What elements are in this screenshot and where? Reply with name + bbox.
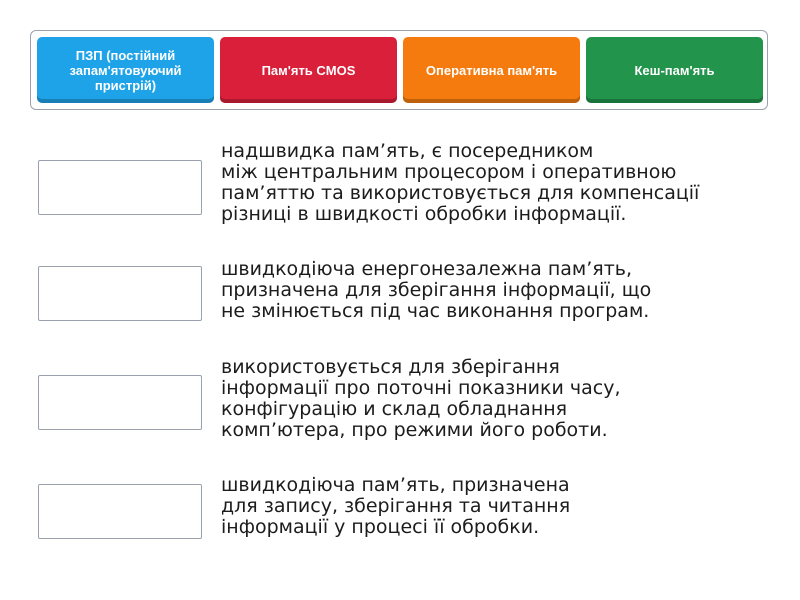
answer-tile-label: ПЗП (постійний запам'ятовуючий пристрій) bbox=[69, 47, 182, 93]
answer-tile-cmos[interactable] bbox=[220, 37, 397, 103]
description-2: швидкодіюча енергонезалежна пам’ять, призначена для зберігання інформації, що не змінюється під час виконання програм. bbox=[221, 258, 652, 322]
drop-target-2[interactable] bbox=[38, 266, 202, 321]
description-4: швидкодіюча пам’ять, призначена для запису, зберігання та читання інформації у процесі її обробки. bbox=[221, 474, 571, 538]
description-1: надшвидка пам’ять, є посередником між центральним процесором і оперативною пам’яттю та використовується для компенсації різниці в швидкості обробки інформації. bbox=[221, 140, 700, 225]
answer-tile-ram[interactable] bbox=[403, 37, 580, 103]
answer-tile-rom[interactable] bbox=[37, 37, 214, 103]
answer-tile-cache[interactable] bbox=[586, 37, 763, 103]
drop-target-3[interactable] bbox=[38, 375, 202, 430]
drop-target-1[interactable] bbox=[38, 160, 202, 215]
answer-tile-label: Пам'ять CMOS bbox=[261, 62, 356, 78]
drop-target-4[interactable] bbox=[38, 484, 202, 539]
description-3: використовується для зберігання інформації про поточні показники часу, конфігурацію и склад обладнання комп’ютера, про режими його роботи. bbox=[221, 356, 621, 441]
answer-bank bbox=[30, 30, 768, 110]
answer-tile-label: Кеш-пам'ять bbox=[634, 62, 715, 78]
answer-tile-label: Оперативна пам'ять bbox=[425, 62, 558, 78]
